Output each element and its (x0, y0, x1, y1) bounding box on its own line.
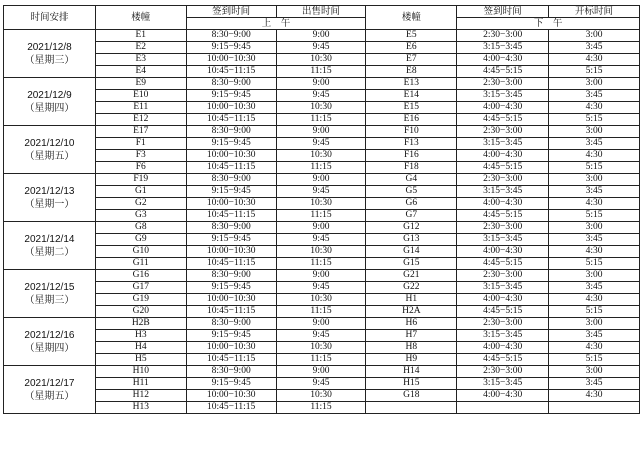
date-text: 2021/12/8 (27, 41, 72, 53)
bid-open-cell: 3:00 (549, 126, 640, 138)
bid-open-cell: 5:15 (549, 306, 640, 318)
signin-pm-cell: 2:30−3:00 (457, 30, 549, 42)
table-row (4, 270, 640, 282)
header-building-pm: 楼幢 (366, 6, 457, 30)
signin-pm-cell: 2:30−3:00 (457, 318, 549, 330)
date-text: 2021/12/17 (24, 377, 75, 389)
signin-pm-cell: 3:15−3:45 (457, 186, 549, 198)
table-row (4, 402, 640, 414)
table-row (4, 174, 640, 186)
signin-am-cell: 10:00−10:30 (186, 150, 276, 162)
bid-open-cell: 3:45 (549, 330, 640, 342)
sale-time-cell: 9:00 (276, 222, 366, 234)
signin-am-cell: 10:00−10:30 (186, 198, 276, 210)
signin-am-cell: 10:00−10:30 (186, 54, 276, 66)
signin-pm-cell: 2:30−3:00 (457, 174, 549, 186)
table-row (4, 30, 640, 42)
table-row (4, 378, 640, 390)
building-pm-cell: E13 (366, 78, 457, 90)
table-row (4, 54, 640, 66)
building-am-cell: E2 (95, 42, 186, 54)
sale-time-cell: 9:00 (276, 366, 366, 378)
building-pm-cell: E8 (366, 66, 457, 78)
signin-am-cell: 9:15−9:45 (186, 42, 276, 54)
building-pm-cell: E7 (366, 54, 457, 66)
table-row (4, 258, 640, 270)
table-row (4, 162, 640, 174)
date-cell (4, 174, 96, 222)
bid-open-cell: 5:15 (549, 66, 640, 78)
bid-open-cell: 5:15 (549, 210, 640, 222)
building-am-cell: E3 (95, 54, 186, 66)
bid-open-cell (549, 402, 640, 414)
date-text: 2021/12/16 (24, 329, 75, 341)
building-pm-cell: F10 (366, 126, 457, 138)
table-body (4, 30, 640, 414)
date-cell (4, 30, 96, 78)
building-pm-cell: G18 (366, 390, 457, 402)
sale-time-cell: 10:30 (276, 294, 366, 306)
sale-time-cell: 11:15 (276, 402, 366, 414)
bid-open-cell: 3:45 (549, 90, 640, 102)
signin-am-cell: 10:00−10:30 (186, 390, 276, 402)
signin-am-cell: 10:45−11:15 (186, 258, 276, 270)
signin-am-cell: 10:00−10:30 (186, 246, 276, 258)
table-row (4, 342, 640, 354)
signin-pm-cell: 4:00−4:30 (457, 150, 549, 162)
table-row (4, 354, 640, 366)
date-cell (4, 270, 96, 318)
table-row (4, 318, 640, 330)
date-text: 2021/12/15 (24, 281, 75, 293)
building-pm-cell: H2A (366, 306, 457, 318)
building-am-cell: G2 (95, 198, 186, 210)
building-pm-cell: G22 (366, 282, 457, 294)
table-row (4, 210, 640, 222)
building-pm-cell: G15 (366, 258, 457, 270)
bid-open-cell: 4:30 (549, 198, 640, 210)
table-row (4, 198, 640, 210)
signin-pm-cell: 4:00−4:30 (457, 246, 549, 258)
signin-pm-cell: 4:45−5:15 (457, 306, 549, 318)
building-pm-cell: F16 (366, 150, 457, 162)
building-pm-cell: E6 (366, 42, 457, 54)
building-pm-cell: H8 (366, 342, 457, 354)
sale-time-cell: 10:30 (276, 198, 366, 210)
signin-pm-cell: 3:15−3:45 (457, 42, 549, 54)
building-pm-cell: E15 (366, 102, 457, 114)
table-row (4, 330, 640, 342)
signin-pm-cell: 4:45−5:15 (457, 162, 549, 174)
table-row (4, 390, 640, 402)
signin-am-cell: 8:30−9:00 (186, 222, 276, 234)
signin-pm-cell: 4:00−4:30 (457, 390, 549, 402)
bid-open-cell: 3:00 (549, 318, 640, 330)
date-cell (4, 78, 96, 126)
signin-am-cell: 9:15−9:45 (186, 90, 276, 102)
sale-time-cell: 10:30 (276, 54, 366, 66)
sale-time-cell: 10:30 (276, 150, 366, 162)
building-am-cell: H11 (95, 378, 186, 390)
building-pm-cell: G14 (366, 246, 457, 258)
signin-am-cell: 8:30−9:00 (186, 126, 276, 138)
signin-am-cell: 9:15−9:45 (186, 186, 276, 198)
sale-time-cell: 11:15 (276, 114, 366, 126)
bid-open-cell: 3:45 (549, 42, 640, 54)
sale-time-cell: 9:45 (276, 138, 366, 150)
signin-pm-cell: 2:30−3:00 (457, 222, 549, 234)
building-pm-cell: G7 (366, 210, 457, 222)
building-pm-cell: G4 (366, 174, 457, 186)
sale-time-cell: 9:00 (276, 126, 366, 138)
date-cell (4, 222, 96, 270)
building-pm-cell: G12 (366, 222, 457, 234)
sale-time-cell: 11:15 (276, 162, 366, 174)
sale-time-cell: 11:15 (276, 306, 366, 318)
building-am-cell: E4 (95, 66, 186, 78)
signin-pm-cell: 4:45−5:15 (457, 258, 549, 270)
table-row (4, 150, 640, 162)
signin-am-cell: 9:15−9:45 (186, 138, 276, 150)
signin-pm-cell: 4:00−4:30 (457, 198, 549, 210)
sale-time-cell: 11:15 (276, 210, 366, 222)
bid-open-cell: 4:30 (549, 294, 640, 306)
signin-pm-cell: 4:00−4:30 (457, 102, 549, 114)
table-row (4, 78, 640, 90)
building-pm-cell: H1 (366, 294, 457, 306)
building-pm-cell: G5 (366, 186, 457, 198)
signin-pm-cell: 2:30−3:00 (457, 126, 549, 138)
building-am-cell: E11 (95, 102, 186, 114)
signin-pm-cell: 4:00−4:30 (457, 294, 549, 306)
weekday-text: （星期一） (24, 198, 75, 210)
building-pm-cell: E14 (366, 90, 457, 102)
building-am-cell: G16 (95, 270, 186, 282)
building-am-cell: G1 (95, 186, 186, 198)
signin-pm-cell: 4:45−5:15 (457, 114, 549, 126)
building-am-cell: F19 (95, 174, 186, 186)
signin-pm-cell: 3:15−3:45 (457, 90, 549, 102)
bid-open-cell: 3:00 (549, 366, 640, 378)
building-pm-cell: H15 (366, 378, 457, 390)
date-text: 2021/12/10 (24, 137, 75, 149)
signin-pm-cell: 2:30−3:00 (457, 78, 549, 90)
table-row (4, 186, 640, 198)
sale-time-cell: 9:00 (276, 270, 366, 282)
weekday-text: （星期三） (24, 294, 75, 306)
header-bid-open-time: 开标时间 (549, 6, 640, 18)
bid-open-cell: 5:15 (549, 354, 640, 366)
signin-pm-cell: 2:30−3:00 (457, 270, 549, 282)
table-row (4, 282, 640, 294)
building-am-cell: H5 (95, 354, 186, 366)
building-pm-cell: G13 (366, 234, 457, 246)
sale-time-cell: 9:45 (276, 186, 366, 198)
sale-time-cell: 11:15 (276, 258, 366, 270)
building-am-cell: H13 (95, 402, 186, 414)
header-signin-am: 签到时间 (186, 6, 276, 18)
sale-time-cell: 11:15 (276, 354, 366, 366)
bid-open-cell: 3:00 (549, 270, 640, 282)
table-row (4, 42, 640, 54)
building-pm-cell: H9 (366, 354, 457, 366)
bid-open-cell: 3:45 (549, 282, 640, 294)
signin-am-cell: 10:00−10:30 (186, 102, 276, 114)
building-pm-cell: E16 (366, 114, 457, 126)
building-am-cell: F6 (95, 162, 186, 174)
sale-time-cell: 10:30 (276, 342, 366, 354)
building-am-cell: E10 (95, 90, 186, 102)
weekday-text: （星期二） (24, 246, 75, 258)
building-am-cell: G10 (95, 246, 186, 258)
table-row (4, 114, 640, 126)
bid-open-cell: 5:15 (549, 258, 640, 270)
table-row (4, 246, 640, 258)
building-am-cell: H3 (95, 330, 186, 342)
sale-time-cell: 9:45 (276, 90, 366, 102)
signin-am-cell: 10:45−11:15 (186, 66, 276, 78)
building-am-cell: G9 (95, 234, 186, 246)
sale-time-cell: 9:00 (276, 78, 366, 90)
building-am-cell: G11 (95, 258, 186, 270)
building-pm-cell: E5 (366, 30, 457, 42)
building-am-cell: H2B (95, 318, 186, 330)
bid-open-cell: 3:00 (549, 30, 640, 42)
table-row (4, 90, 640, 102)
sale-time-cell: 9:45 (276, 234, 366, 246)
building-pm-cell: F18 (366, 162, 457, 174)
sale-time-cell: 9:00 (276, 174, 366, 186)
building-am-cell: H4 (95, 342, 186, 354)
signin-am-cell: 8:30−9:00 (186, 78, 276, 90)
weekday-text: （星期四） (24, 342, 75, 354)
building-pm-cell: H7 (366, 330, 457, 342)
header-signin-pm: 签到时间 (457, 6, 549, 18)
sale-time-cell: 9:45 (276, 330, 366, 342)
signin-pm-cell: 3:15−3:45 (457, 234, 549, 246)
bid-open-cell: 4:30 (549, 246, 640, 258)
signin-am-cell: 10:45−11:15 (186, 306, 276, 318)
signin-pm-cell: 4:00−4:30 (457, 342, 549, 354)
building-am-cell: H10 (95, 366, 186, 378)
signin-am-cell: 9:15−9:45 (186, 234, 276, 246)
building-am-cell: G20 (95, 306, 186, 318)
signin-am-cell: 10:45−11:15 (186, 114, 276, 126)
sale-time-cell: 10:30 (276, 102, 366, 114)
sale-time-cell: 9:45 (276, 42, 366, 54)
building-pm-cell: G6 (366, 198, 457, 210)
building-am-cell: F1 (95, 138, 186, 150)
bid-open-cell: 3:00 (549, 222, 640, 234)
header-building-am: 楼幢 (95, 6, 186, 30)
signin-am-cell: 8:30−9:00 (186, 318, 276, 330)
table-row (4, 294, 640, 306)
bid-open-cell: 4:30 (549, 342, 640, 354)
bid-open-cell: 4:30 (549, 102, 640, 114)
signin-pm-cell: 4:45−5:15 (457, 210, 549, 222)
date-cell (4, 366, 96, 414)
building-am-cell: E9 (95, 78, 186, 90)
signin-pm-cell: 2:30−3:00 (457, 366, 549, 378)
signin-pm-cell: 4:45−5:15 (457, 354, 549, 366)
signin-am-cell: 10:45−11:15 (186, 402, 276, 414)
date-cell (4, 126, 96, 174)
building-am-cell: G8 (95, 222, 186, 234)
building-pm-cell (366, 402, 457, 414)
building-am-cell: E12 (95, 114, 186, 126)
header-morning: 上 午 (186, 18, 366, 30)
bid-open-cell: 3:45 (549, 378, 640, 390)
signin-am-cell: 10:00−10:30 (186, 294, 276, 306)
building-am-cell: E1 (95, 30, 186, 42)
signin-am-cell: 8:30−9:00 (186, 270, 276, 282)
weekday-text: （星期四） (24, 102, 75, 114)
header-afternoon: 下 午 (457, 18, 640, 30)
signin-pm-cell: 4:00−4:30 (457, 54, 549, 66)
building-am-cell: F3 (95, 150, 186, 162)
signin-pm-cell: 3:15−3:45 (457, 330, 549, 342)
building-pm-cell: G21 (366, 270, 457, 282)
table-row (4, 66, 640, 78)
signin-am-cell: 9:15−9:45 (186, 282, 276, 294)
sale-time-cell: 9:45 (276, 378, 366, 390)
building-am-cell: G17 (95, 282, 186, 294)
sale-time-cell: 9:45 (276, 282, 366, 294)
date-cell (4, 318, 96, 366)
sale-time-cell: 9:00 (276, 318, 366, 330)
signin-am-cell: 8:30−9:00 (186, 30, 276, 42)
signin-am-cell: 8:30−9:00 (186, 366, 276, 378)
building-pm-cell: H6 (366, 318, 457, 330)
sale-time-cell: 11:15 (276, 66, 366, 78)
signin-am-cell: 10:45−11:15 (186, 162, 276, 174)
table-row (4, 222, 640, 234)
bid-open-cell: 3:45 (549, 186, 640, 198)
schedule-table (3, 5, 640, 414)
signin-am-cell: 9:15−9:45 (186, 330, 276, 342)
header-sale-time: 出售时间 (276, 6, 366, 18)
signin-am-cell: 10:45−11:15 (186, 354, 276, 366)
weekday-text: （星期三） (24, 54, 75, 66)
header-row-1 (4, 6, 640, 18)
bid-open-cell: 4:30 (549, 390, 640, 402)
weekday-text: （星期五） (24, 150, 75, 162)
bid-open-cell: 3:00 (549, 174, 640, 186)
date-text: 2021/12/13 (24, 185, 75, 197)
signin-am-cell: 8:30−9:00 (186, 174, 276, 186)
signin-pm-cell (457, 402, 549, 414)
bid-open-cell: 4:30 (549, 150, 640, 162)
bid-open-cell: 3:45 (549, 138, 640, 150)
date-text: 2021/12/14 (24, 233, 75, 245)
table-row (4, 102, 640, 114)
bid-open-cell: 4:30 (549, 54, 640, 66)
signin-pm-cell: 3:15−3:45 (457, 138, 549, 150)
bid-open-cell: 3:00 (549, 78, 640, 90)
building-am-cell: E17 (95, 126, 186, 138)
table-row (4, 138, 640, 150)
table-row (4, 234, 640, 246)
header-date: 时间安排 (4, 6, 96, 30)
sale-time-cell: 10:30 (276, 390, 366, 402)
table-row (4, 366, 640, 378)
building-am-cell: G19 (95, 294, 186, 306)
signin-pm-cell: 4:45−5:15 (457, 66, 549, 78)
signin-pm-cell: 3:15−3:45 (457, 378, 549, 390)
building-am-cell: G3 (95, 210, 186, 222)
date-text: 2021/12/9 (27, 89, 72, 101)
signin-pm-cell: 3:15−3:45 (457, 282, 549, 294)
bid-open-cell: 5:15 (549, 114, 640, 126)
building-am-cell: H12 (95, 390, 186, 402)
building-pm-cell: F13 (366, 138, 457, 150)
bid-open-cell: 3:45 (549, 234, 640, 246)
table-row (4, 306, 640, 318)
signin-am-cell: 9:15−9:45 (186, 378, 276, 390)
building-pm-cell: H14 (366, 366, 457, 378)
signin-am-cell: 10:45−11:15 (186, 210, 276, 222)
signin-am-cell: 10:00−10:30 (186, 342, 276, 354)
weekday-text: （星期五） (24, 390, 75, 402)
sale-time-cell: 10:30 (276, 246, 366, 258)
bid-open-cell: 5:15 (549, 162, 640, 174)
table-row (4, 126, 640, 138)
sale-time-cell: 9:00 (276, 30, 366, 42)
